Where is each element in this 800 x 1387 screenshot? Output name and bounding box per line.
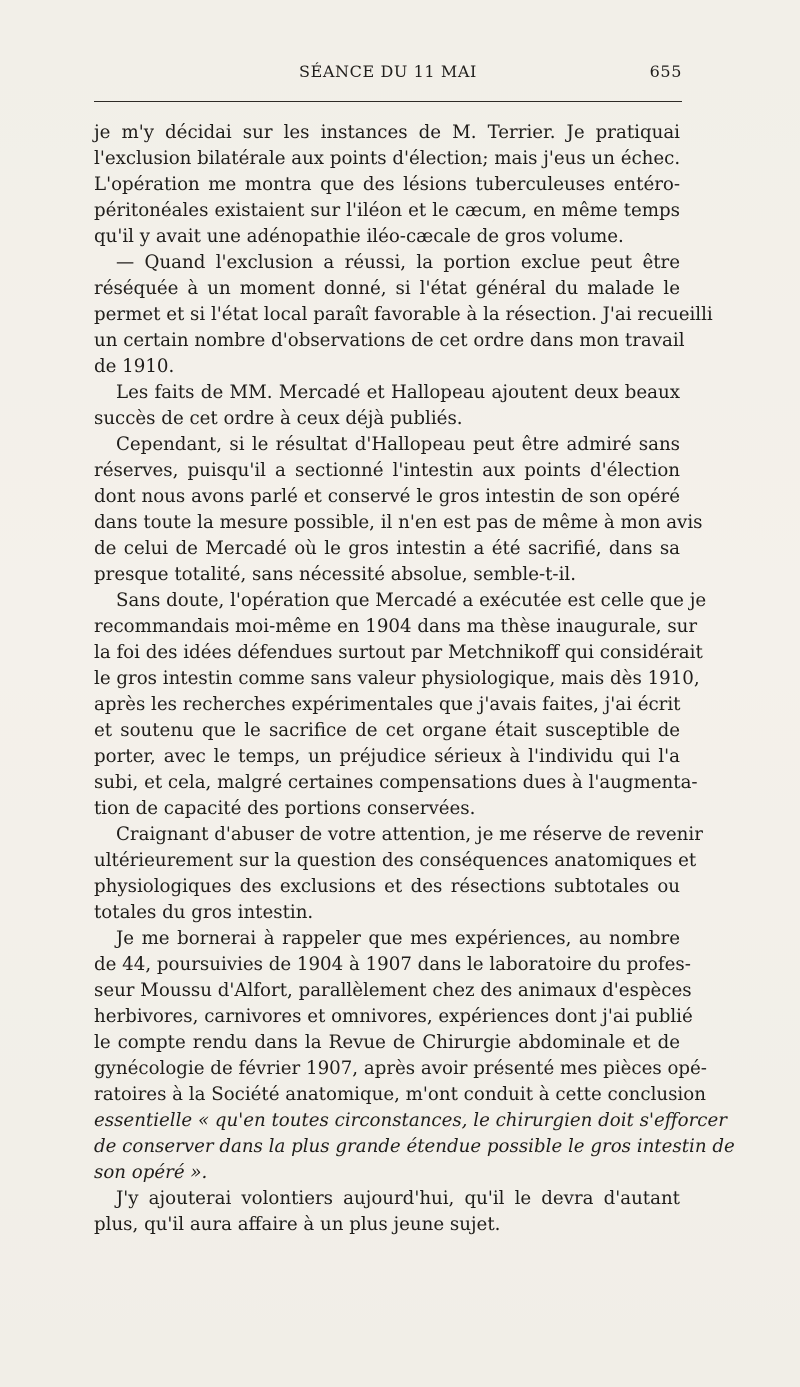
- paragraph-4-line-4: dans toute la mesure possible, il n'en est pas de même à mon avis: [94, 512, 703, 533]
- paragraph-7-line-9: de conserver dans la plus grande étendue possible le gros intestin de: [94, 1136, 735, 1157]
- paragraph-2-line-4: un certain nombre d'observations de cet ordre dans mon travail: [94, 330, 685, 351]
- running-head: [94, 62, 682, 86]
- paragraph-8-line-1: J'y ajouterai volontiers aujourd'hui, qu'il le devra d'autant: [116, 1188, 680, 1209]
- paragraph-4-line-1: Cependant, si le résultat d'Hallopeau peut être admiré sans: [116, 434, 680, 455]
- paragraph-6-line-2: ultérieurement sur la question des conséquences anatomiques et: [94, 850, 697, 871]
- paragraph-1-line-4: péritonéales existaient sur l'iléon et le cæcum, en même temps: [94, 200, 680, 221]
- paragraph-7-line-4: herbivores, carnivores et omnivores, expériences dont j'ai publié: [94, 1006, 693, 1027]
- running-title: SÉANCE DU 11 MAI: [299, 62, 477, 81]
- paragraph-5-line-7: porter, avec le temps, un préjudice sérieux à l'individu qui l'a: [94, 746, 680, 767]
- paragraph-5-line-1: Sans doute, l'opération que Mercadé a exécutée est celle que je: [116, 590, 707, 611]
- paragraph-5-line-6: et soutenu que le sacrifice de cet organe était susceptible de: [94, 720, 680, 741]
- paragraph-7-line-6: gynécologie de février 1907, après avoir présenté mes pièces opé-: [94, 1058, 707, 1079]
- paragraph-5-line-8: subi, et cela, malgré certaines compensations dues à l'augmenta-: [94, 772, 698, 793]
- paragraph-5-line-2: recommandais moi-même en 1904 dans ma thèse inaugurale, sur: [94, 616, 698, 637]
- paragraph-6-line-3: physiologiques des exclusions et des résections subtotales ou: [94, 876, 680, 897]
- paragraph-6-line-4: totales du gros intestin.: [94, 902, 314, 923]
- paragraph-5-line-9: tion de capacité des portions conservées.: [94, 798, 476, 819]
- paragraph-4-line-3: dont nous avons parlé et conservé le gros intestin de son opéré: [94, 486, 680, 507]
- paragraph-5-line-4: le gros intestin comme sans valeur physiologique, mais dès 1910,: [94, 668, 700, 689]
- paragraph-7-line-3: seur Moussu d'Alfort, parallèlement chez des animaux d'espèces: [94, 980, 692, 1001]
- paragraph-1-line-5: qu'il y avait une adénopathie iléo-cæcale de gros volume.: [94, 226, 624, 247]
- paragraph-2-line-3: permet et si l'état local paraît favorable à la résection. J'ai recueilli: [94, 304, 713, 325]
- paragraph-7-line-1: Je me bornerai à rappeler que mes expériences, au nombre: [116, 928, 680, 949]
- paragraph-5-line-3: la foi des idées défendues surtout par Metchnikoff qui considérait: [94, 642, 703, 663]
- paragraph-4-line-5: de celui de Mercadé où le gros intestin a été sacrifié, dans sa: [94, 538, 680, 559]
- paragraph-3-line-2: succès de cet ordre à ceux déjà publiés.: [94, 408, 463, 429]
- paragraph-6-line-1: Craignant d'abuser de votre attention, je me réserve de revenir: [116, 824, 703, 845]
- paragraph-4-line-6: presque totalité, sans nécessité absolue, semble-t-il.: [94, 564, 576, 585]
- paragraph-3-line-1: Les faits de MM. Mercadé et Hallopeau ajoutent deux beaux: [116, 382, 680, 403]
- paragraph-4-line-2: réserves, puisqu'il a sectionné l'intestin aux points d'élection: [94, 460, 680, 481]
- paragraph-2-line-1: — Quand l'exclusion a réussi, la portion exclue peut être: [116, 252, 680, 273]
- header-rule: [94, 101, 682, 102]
- paragraph-8-line-2: plus, qu'il aura affaire à un plus jeune sujet.: [94, 1214, 501, 1235]
- paragraph-7-line-8: essentielle « qu'en toutes circonstances, le chirurgien doit s'efforcer: [94, 1110, 727, 1131]
- paragraph-5-line-5: après les recherches expérimentales que j'avais faites, j'ai écrit: [94, 694, 681, 715]
- paragraph-2-line-2: réséquée à un moment donné, si l'état général du malade le: [94, 278, 680, 299]
- paragraph-7-line-2: de 44, poursuivies de 1904 à 1907 dans le laboratoire du profes-: [94, 954, 691, 975]
- page-number: 655: [649, 62, 682, 81]
- paragraph-7-line-5: le compte rendu dans la Revue de Chirurgie abdominale et de: [94, 1032, 680, 1053]
- paragraph-2-line-5: de 1910.: [94, 356, 175, 377]
- paragraph-7-line-10: son opéré ».: [94, 1162, 208, 1183]
- body-text: [94, 120, 735, 1238]
- paragraph-1-line-1: je m'y décidai sur les instances de M. Terrier. Je pratiquai: [94, 122, 680, 143]
- paragraph-1-line-2: l'exclusion bilatérale aux points d'élection; mais j'eus un échec.: [94, 148, 681, 169]
- paragraph-1-line-3: L'opération me montra que des lésions tuberculeuses entéro-: [94, 174, 680, 195]
- paragraph-7-line-7: ratoires à la Société anatomique, m'ont conduit à cette conclusion: [94, 1084, 706, 1105]
